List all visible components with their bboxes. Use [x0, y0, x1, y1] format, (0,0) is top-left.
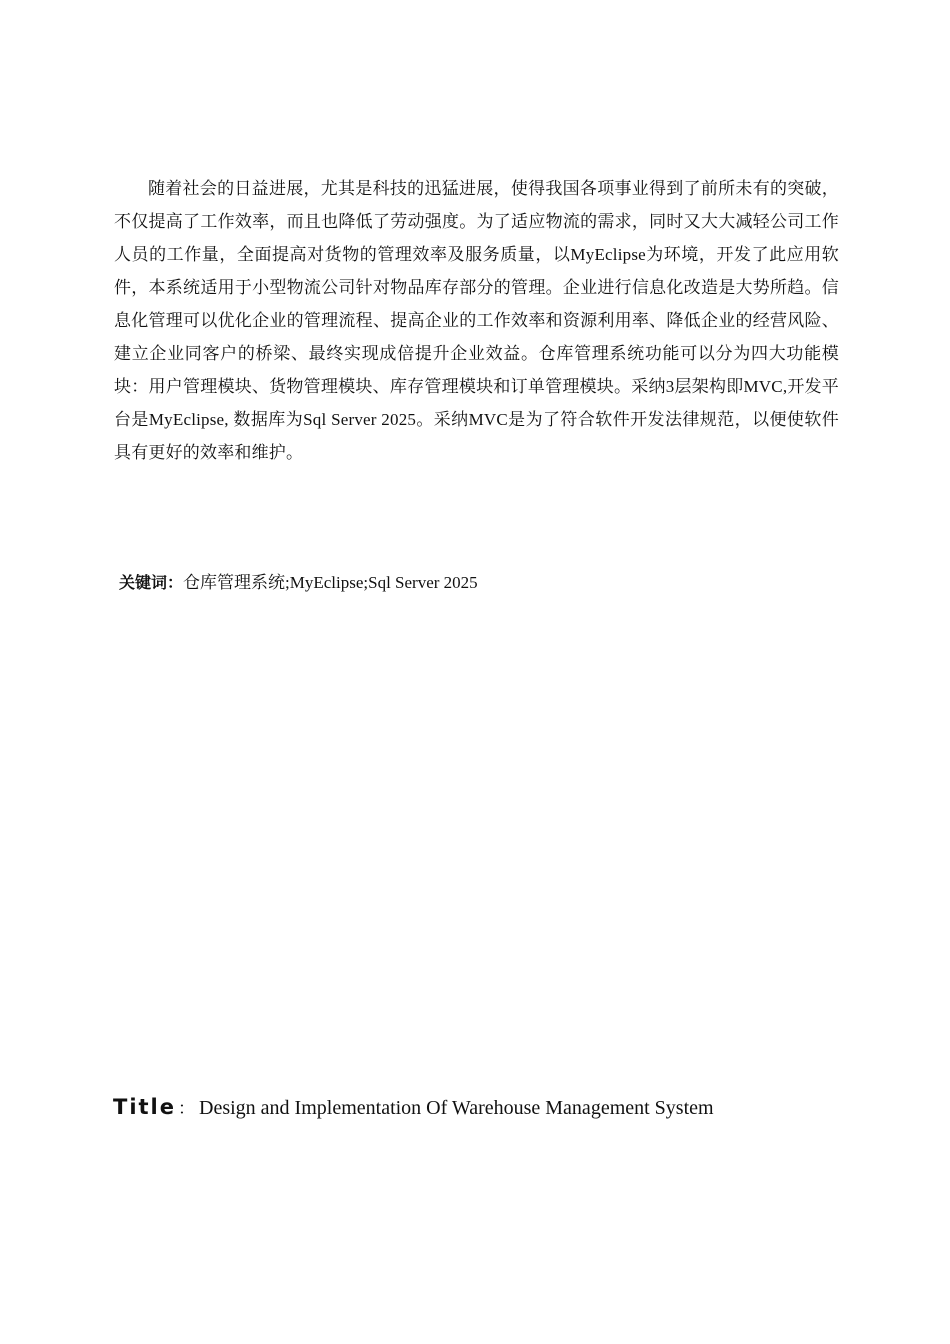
- english-title-line: [113, 1092, 714, 1124]
- keywords-label: 关键词：: [119, 573, 184, 592]
- keywords-value: 仓库管理系统;MyEclipse;Sql Server 2025: [183, 573, 478, 592]
- abstract-paragraph: 随着社会的日益进展，尤其是科技的迅猛进展，使得我国各项事业得到了前所未有的突破，不仅提高了工作效率，而且也降低了劳动强度。为了适应物流的需求，同时又大大减轻公司工作人员的工作量，全面提高对货物的管理效率及服务质量，以MyEclipse为环境，开发了此应用软件，本系统适用于小型物流公司针对物品库存部分的管理。企业进行信息化改造是大势所趋。信息化管理可以优化企业的管理流程、提高企业的工作效率和资源利用率、降低企业的经营风险、建立企业同客户的桥梁、最终实现成倍提升企业效益。仓库管理系统功能可以分为四大功能模块：用户管理模块、货物管理模块、库存管理模块和订单管理模块。采纳3层架构即MVC,开发平台是MyEclipse, 数据库为Sql Server 2025。采纳MVC是为了符合软件开发法律规范，以便使软件具有更好的效率和维护。: [114, 179, 839, 462]
- title-value: Design and Implementation Of Warehouse Management System: [199, 1097, 714, 1119]
- title-colon: ：: [178, 1099, 196, 1119]
- title-label: Title: [113, 1095, 177, 1119]
- keywords-line: [119, 570, 478, 596]
